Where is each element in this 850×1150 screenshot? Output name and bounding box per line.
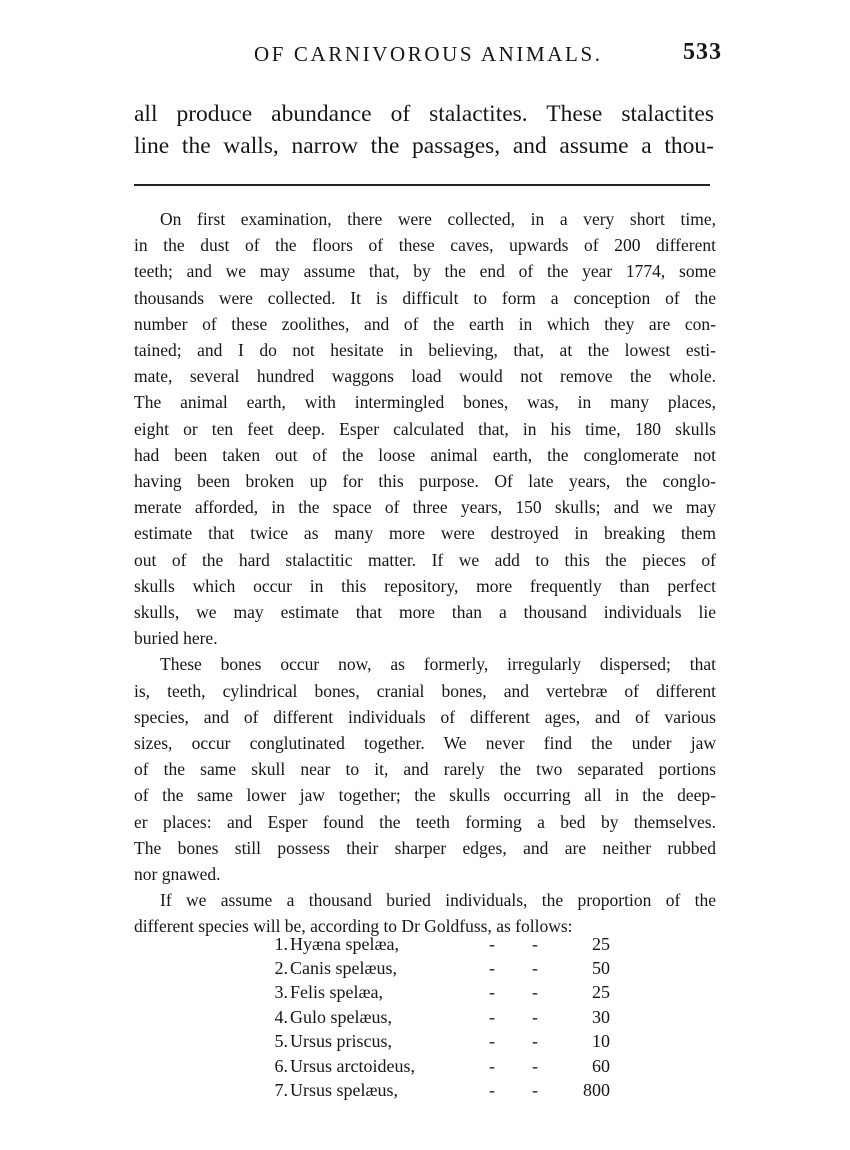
table-row <box>262 1054 610 1078</box>
footnote-line: in the dust of the floors of these caves, upwards of 200 different <box>134 235 716 256</box>
species-number: 6. <box>274 1055 288 1076</box>
footnote-line: nor gnawed. <box>134 864 221 885</box>
leader-dash: - <box>489 958 495 979</box>
leader-dash: - <box>489 982 495 1003</box>
species-count: 30 <box>592 1006 610 1027</box>
footnote-line: teeth; and we may assume that, by the end of the year 1774, some <box>134 261 716 282</box>
running-head <box>134 36 722 76</box>
leader-dash: - <box>489 1055 495 1076</box>
species-count: 10 <box>592 1031 610 1052</box>
table-row <box>262 932 610 956</box>
footnote-paragraph <box>134 206 716 651</box>
leader-dash: - <box>532 933 538 954</box>
leader-dash: - <box>532 982 538 1003</box>
species-name: Hyæna spelæa, <box>290 933 399 954</box>
leader-dash: - <box>489 1031 495 1052</box>
footnote-line: buried here. <box>134 628 218 649</box>
footnote-line: estimate that twice as many more were destroyed in breaking them <box>134 523 716 544</box>
page-number: 533 <box>683 39 722 65</box>
footnote-line: On first examination, there were collected, in a very short time, <box>160 209 716 229</box>
leader-dash: - <box>532 1080 538 1101</box>
species-name: Ursus priscus, <box>290 1031 392 1052</box>
table-row <box>262 1030 610 1054</box>
footnote-line: had been taken out of the loose animal earth, the conglomerate not <box>134 444 716 465</box>
leader-dash: - <box>489 1080 495 1101</box>
footnote-line: is, teeth, cylindrical bones, cranial bones, and vertebræ of different <box>134 680 716 701</box>
table-row <box>262 1005 610 1029</box>
species-number: 2. <box>274 958 288 979</box>
table-row <box>262 1078 610 1102</box>
species-table <box>262 932 610 1103</box>
footnote-rule <box>134 184 710 186</box>
footnote-line: mate, several hundred waggons load would not remove the whole. <box>134 366 716 387</box>
species-number: 7. <box>274 1080 288 1101</box>
species-count: 25 <box>592 933 610 954</box>
species-number: 4. <box>274 1006 288 1027</box>
footnote-line: The animal earth, with intermingled bones, was, in many places, <box>134 392 716 413</box>
species-number: 3. <box>274 982 288 1003</box>
species-count: 50 <box>592 958 610 979</box>
footnote-line: These bones occur now, as formerly, irregularly dispersed; that <box>160 654 716 675</box>
main-text <box>134 98 714 162</box>
footnote-line: If we assume a thousand buried individuals, the proportion of the <box>160 890 716 911</box>
footnote-line: having been broken up for this purpose. Of late years, the conglo- <box>134 471 716 492</box>
species-number: 1. <box>274 933 288 954</box>
footnote-line: merate afforded, in the space of three years, 150 skulls; and we may <box>134 497 716 518</box>
footnote-line: thousands were collected. It is difficult to form a conception of the <box>134 287 716 308</box>
footnote-line: of the same skull near to it, and rarely the two separated portions <box>134 759 716 780</box>
footnote-line: er places: and Esper found the teeth forming a bed by themselves. <box>134 811 716 832</box>
species-count: 25 <box>592 982 610 1003</box>
table-row <box>262 956 610 980</box>
leader-dash: - <box>489 933 495 954</box>
species-count: 800 <box>583 1080 610 1101</box>
footnote-line: skulls which occur in this repository, more frequently than perfect <box>134 575 716 596</box>
leader-dash: - <box>489 1006 495 1027</box>
species-number: 5. <box>274 1031 288 1052</box>
species-name: Gulo spelæus, <box>290 1006 393 1027</box>
leader-dash: - <box>532 1055 538 1076</box>
footnote-line: eight or ten feet deep. Esper calculated that, in his time, 180 skulls <box>134 418 716 439</box>
footnote-paragraph <box>134 651 716 887</box>
footnote-line: of the same lower jaw together; the skulls occurring all in the deep- <box>134 785 716 806</box>
leader-dash: - <box>532 1031 538 1052</box>
main-text-line: all produce abundance of stalactites. These stalactites <box>134 101 714 127</box>
species-count: 60 <box>592 1055 610 1076</box>
footnote-line: tained; and I do not hesitate in believing, that, at the lowest esti- <box>134 340 716 361</box>
footnote-line: sizes, occur conglutinated together. We never find the under jaw <box>134 733 716 754</box>
main-text-line: line the walls, narrow the passages, and assume a thou- <box>134 133 714 159</box>
footnote-line: species, and of different individuals of different ages, and of various <box>134 706 716 727</box>
leader-dash: - <box>532 1006 538 1027</box>
species-name: Felis spelæa, <box>290 982 383 1003</box>
species-name: Canis spelæus, <box>290 958 398 979</box>
leader-dash: - <box>532 958 538 979</box>
running-title: OF CARNIVOROUS ANIMALS. <box>254 42 603 66</box>
table-row <box>262 981 610 1005</box>
footnote-line: The bones still possess their sharper edges, and are neither rubbed <box>134 837 716 858</box>
footnote-line: different species will be, according to Dr Goldfuss, as follows: <box>134 916 573 937</box>
footnote-line: out of the hard stalactitic matter. If we add to this the pieces of <box>134 549 716 570</box>
footnote <box>134 206 716 940</box>
species-name: Ursus arctoideus, <box>290 1055 415 1076</box>
species-name: Ursus spelæus, <box>290 1080 399 1101</box>
footnote-line: skulls, we may estimate that more than a thousand individuals lie <box>134 602 716 623</box>
footnote-line: number of these zoolithes, and of the earth in which they are con- <box>134 313 716 334</box>
